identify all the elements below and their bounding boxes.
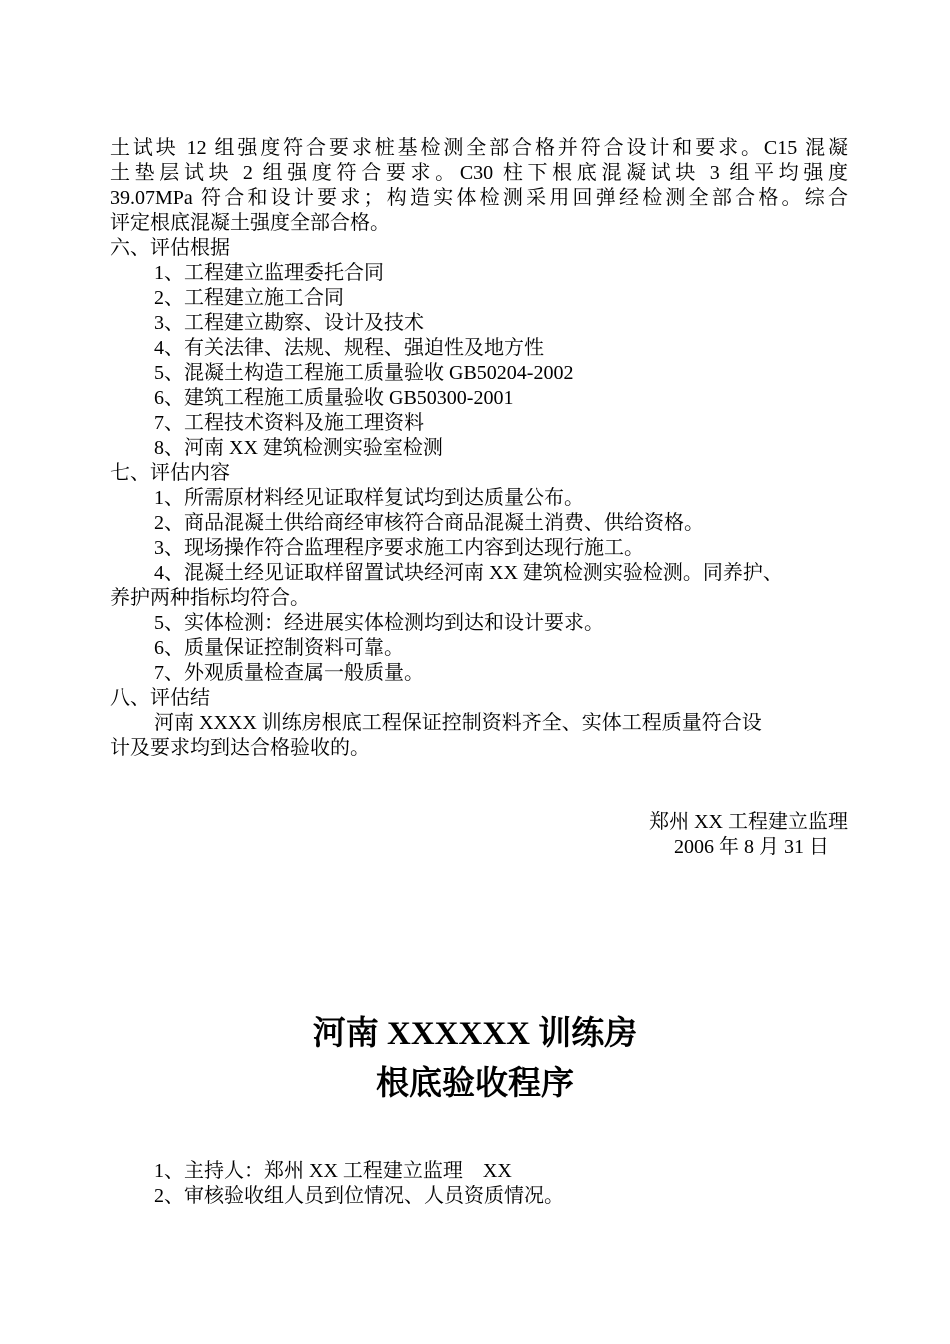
procedure-item-1: 1、主持人：郑州 XX 工程建立监理 XX bbox=[154, 1160, 512, 1182]
signature-org: 郑州 XX 工程建立监理 bbox=[649, 811, 848, 833]
section7-heading: 七、评估内容 bbox=[110, 462, 230, 484]
signature-date: 2006 年 8 月 31 日 bbox=[674, 836, 829, 858]
section8-heading: 八、评估结 bbox=[110, 687, 210, 709]
section8-line-1: 河南 XXXX 训练房根底工程保证控制资料齐全、实体工程质量符合设 bbox=[154, 712, 762, 734]
section7-item-4: 4、混凝土经见证取样留置试块经河南 XX 建筑检测实验检测。同养护、 bbox=[154, 562, 783, 584]
section6-item-1: 1、工程建立监理委托合同 bbox=[154, 262, 384, 284]
section7-item-5: 5、实体检测：经进展实体检测均到达和设计要求。 bbox=[154, 612, 604, 634]
section6-item-3: 3、工程建立勘察、设计及技术 bbox=[154, 312, 424, 334]
intro-line-3: 39.07MPa 符合和设计要求；构造实体检测采用回弹经检测全部合格。综合 bbox=[110, 187, 848, 209]
doc-title-line-1: 河南 XXXXXX 训练房 bbox=[312, 1016, 638, 1052]
section7-item-1: 1、所需原材料经见证取样复试均到达质量公布。 bbox=[154, 487, 584, 509]
intro-line-4: 评定根底混凝土强度全部合格。 bbox=[110, 212, 390, 234]
doc-title-line-2: 根底验收程序 bbox=[376, 1066, 574, 1102]
section6-item-6: 6、建筑工程施工质量验收 GB50300-2001 bbox=[154, 387, 514, 409]
section7-item-7: 7、外观质量检查属一般质量。 bbox=[154, 662, 424, 684]
section7-item-4-cont: 养护两种指标均符合。 bbox=[110, 587, 310, 609]
section6-item-8: 8、河南 XX 建筑检测实验室检测 bbox=[154, 437, 443, 459]
section6-item-4: 4、有关法律、法规、规程、强迫性及地方性 bbox=[154, 337, 544, 359]
section6-item-5: 5、混凝土构造工程施工质量验收 GB50204-2002 bbox=[154, 362, 574, 384]
procedure-item-2: 2、审核验收组人员到位情况、人员资质情况。 bbox=[154, 1185, 564, 1207]
section7-item-6: 6、质量保证控制资料可靠。 bbox=[154, 637, 404, 659]
section6-heading: 六、评估根据 bbox=[110, 237, 230, 259]
section7-item-2: 2、商品混凝土供给商经审核符合商品混凝土消费、供给资格。 bbox=[154, 512, 704, 534]
section6-item-2: 2、工程建立施工合同 bbox=[154, 287, 344, 309]
section6-item-7: 7、工程技术资料及施工理资料 bbox=[154, 412, 424, 434]
section7-item-3: 3、现场操作符合监理程序要求施工内容到达现行施工。 bbox=[154, 537, 644, 559]
intro-line-1: 土试块 12 组强度符合要求桩基检测全部合格并符合设计和要求。C15 混凝 bbox=[110, 137, 848, 159]
intro-line-2: 土垫层试块 2 组强度符合要求。C30 柱下根底混凝试块 3 组平均强度 bbox=[110, 162, 848, 184]
section8-line-2: 计及要求均到达合格验收的。 bbox=[110, 737, 370, 759]
